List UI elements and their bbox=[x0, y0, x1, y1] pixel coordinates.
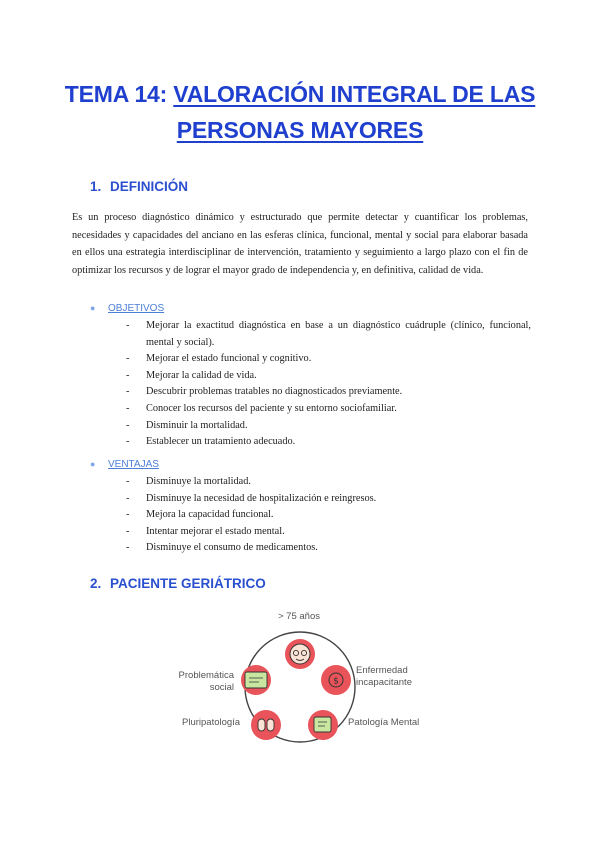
page-title bbox=[40, 76, 560, 148]
title-prefix: TEMA 14: bbox=[64, 81, 174, 107]
section-1-heading bbox=[90, 179, 188, 194]
label-disease-line1: Enfermedad bbox=[356, 665, 408, 676]
bullet-icon: ● bbox=[90, 303, 96, 313]
label-social-line1: Problemática bbox=[178, 670, 234, 681]
list-item: - Disminuye la mortalidad. bbox=[126, 476, 251, 487]
list-item: - Disminuye el consumo de medicamentos. bbox=[126, 542, 318, 554]
definition-paragraph: Es un proceso diagnóstico dinámico y estructurado que permite detectar y cuantificar los problemas, necesidades y capacidades del anciano en las esferas clínica, funcional, mental y social para elaborar basada en ellos una estrategia interdisciplinar de intervención, tratamiento y seguimiento a largo plazo con el fin de optimizar los recursos y de lograr el mayor grado de independencia y, en definitiva, calidad de vida. bbox=[72, 212, 528, 276]
label-social-line2: social bbox=[209, 682, 234, 693]
ventajas-heading bbox=[90, 459, 159, 470]
list-item: - Mejorar el estado funcional y cognitivo. bbox=[126, 353, 312, 365]
list-item: - Descubrir problemas tratables no diagnosticados previamente. bbox=[126, 386, 403, 398]
pills-icon bbox=[251, 710, 281, 740]
list-item: - Mejorar la exactitud diagnóstica en base a un diagnóstico cuádruple (clínico, funcional, mental y social). bbox=[126, 320, 531, 348]
disability-icon bbox=[321, 665, 351, 695]
social-icon bbox=[241, 665, 271, 695]
section-2-title: PACIENTE GERIÁTRICO bbox=[110, 576, 266, 591]
label-pluripathology: Pluripatología bbox=[182, 717, 241, 728]
ventajas-list bbox=[126, 474, 531, 557]
elderly-face-icon bbox=[285, 639, 315, 669]
list-item: - Establecer un tratamiento adecuado. bbox=[126, 436, 296, 448]
ventajas-label: VENTAJAS bbox=[108, 459, 159, 470]
bullet-icon: ● bbox=[90, 459, 96, 469]
title-line-2: PERSONAS MAYORES bbox=[176, 117, 424, 143]
label-age: > 75 años bbox=[278, 611, 320, 622]
objetivos-list bbox=[126, 318, 531, 451]
svg-text:$: $ bbox=[333, 676, 339, 687]
list-item: - Intentar mejorar el estado mental. bbox=[126, 525, 285, 537]
label-mental: Patología Mental bbox=[348, 717, 420, 728]
section-2-heading bbox=[90, 576, 266, 591]
label-disease-line2: incapacitante bbox=[356, 677, 412, 688]
list-item: - Disminuir la mortalidad. bbox=[126, 419, 248, 431]
list-item: - Conocer los recursos del paciente y su entorno sociofamiliar. bbox=[126, 402, 397, 414]
geriatric-patient-diagram bbox=[160, 607, 440, 757]
list-item: - Disminuye la necesidad de hospitalización e reingresos. bbox=[126, 492, 377, 504]
section-1-number: 1. bbox=[90, 179, 102, 194]
section-2-number: 2. bbox=[90, 576, 102, 591]
section-1-title: DEFINICIÓN bbox=[110, 179, 189, 194]
list-item: - Mejorar la calidad de vida. bbox=[126, 369, 257, 381]
list-item: - Mejora la capacidad funcional. bbox=[126, 509, 274, 521]
objetivos-label: OBJETIVOS bbox=[108, 303, 165, 314]
brain-icon bbox=[308, 710, 338, 740]
objetivos-heading bbox=[90, 303, 164, 314]
title-line-1: VALORACIÓN INTEGRAL DE LAS bbox=[173, 81, 536, 107]
